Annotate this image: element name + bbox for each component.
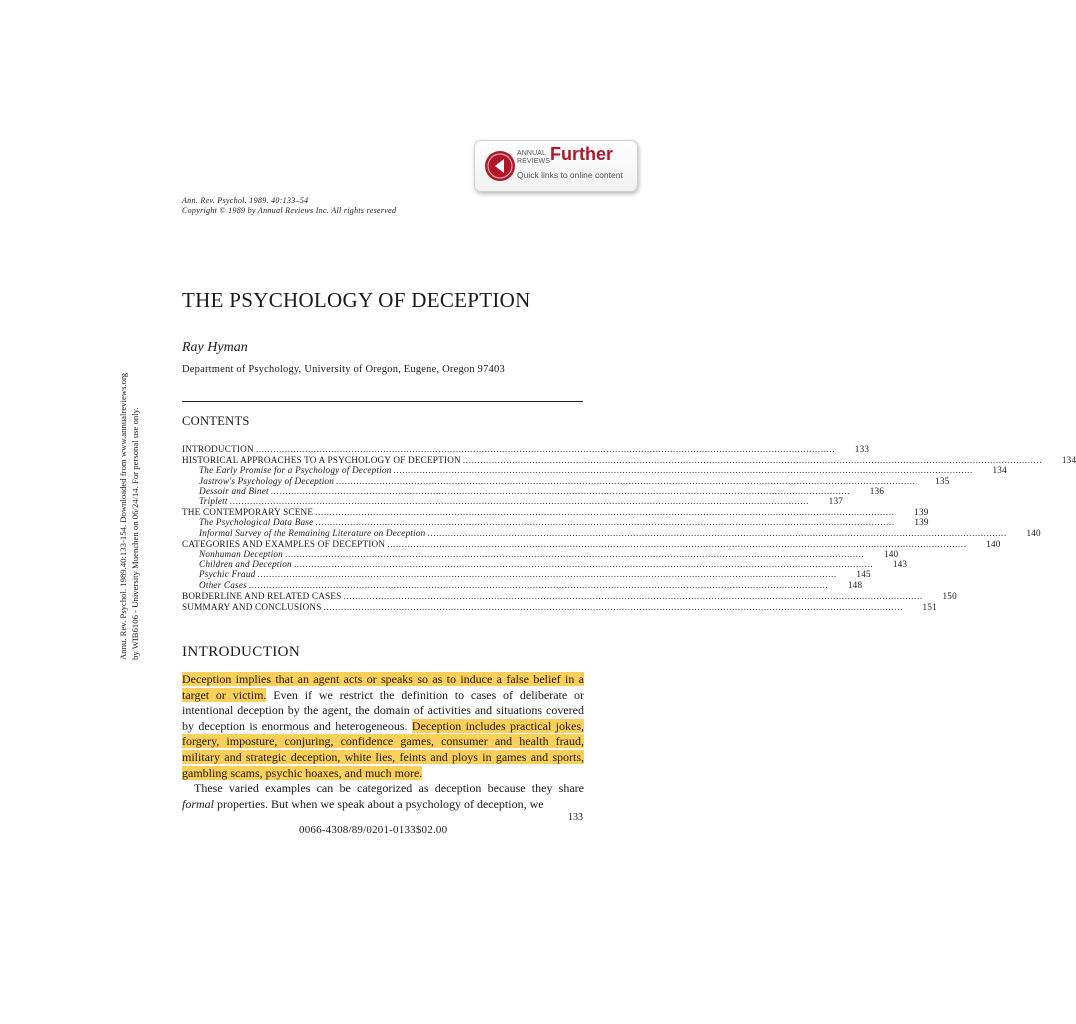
toc-entry-label: Other Cases (199, 579, 247, 590)
toc-entry-page: 134 (1061, 455, 1076, 466)
toc-entry-label: Psychic Fraud (199, 569, 256, 580)
emphasis-text: formal (182, 796, 215, 811)
divider (182, 401, 583, 402)
toc-entry (182, 475, 950, 486)
article-title: THE PSYCHOLOGY OF DECEPTION (182, 288, 531, 312)
annual-reviews-further-badge[interactable] (474, 140, 638, 192)
toc-leader-dots: ........................................................................................................................................................................................................ (336, 475, 916, 486)
toc-entry-label: The Psychological Data Base (199, 517, 314, 528)
toc-leader-dots: ........................................................................................................................................................................................................ (387, 538, 967, 549)
body-text-span: properties. But when we speak about a psychology of deception, we (214, 796, 544, 811)
toc-entry-page: 143 (892, 559, 908, 570)
toc-entry (182, 602, 937, 613)
section-heading: INTRODUCTION (182, 644, 301, 660)
toc-entry-page: 137 (828, 496, 844, 507)
toc-entry-label: SUMMARY AND CONCLUSIONS (182, 602, 322, 613)
toc-entry-label: HISTORICAL APPROACHES TO A PSYCHOLOGY OF DECEPTION (182, 455, 461, 466)
toc-entry (182, 538, 1001, 549)
download-notice-line: Annu. Rev. Psychol. 1989.40:133-154. Downloaded from www.annualreviews.org (118, 372, 128, 660)
toc-entry (182, 517, 929, 528)
toc-entry-label: Dessoir and Binet (199, 485, 269, 496)
toc-entry-page: 150 (942, 590, 957, 601)
toc-leader-dots: ........................................................................................................................................................................................................ (257, 569, 837, 580)
download-notice (118, 373, 141, 660)
toc-entry-page: 151 (922, 602, 937, 613)
toc-entry-page: 133 (854, 444, 870, 454)
toc-entry-label: Children and Deception (199, 559, 292, 570)
toc-leader-dots: ........................................................................................................................................................................................................ (229, 496, 810, 507)
toc-entry-page: 139 (914, 517, 929, 528)
toc-entry-label: INTRODUCTION (182, 444, 254, 454)
toc-leader-dots: ........................................................................................................................................................................................................ (315, 507, 895, 518)
toc-entry-page: 145 (856, 569, 871, 580)
toc-entry-page: 135 (935, 475, 950, 486)
toc-leader-dots: ........................................................................................................................................................................................................ (315, 517, 895, 528)
article-code: 0066-4308/89/0201-0133$02.00 (299, 824, 448, 836)
toc-entry-label: CATEGORIES AND EXAMPLES OF DECEPTION (182, 538, 386, 549)
toc-entry-page: 134 (992, 465, 1007, 476)
copyright-line: Copyright © 1989 by Annual Reviews Inc. All rights reserved (182, 206, 397, 215)
toc-entry (182, 579, 863, 590)
toc-entry (182, 485, 885, 496)
toc-leader-dots: ........................................................................................................................................................................................................ (427, 527, 1007, 538)
toc-entry (182, 465, 1007, 476)
contents-heading: CONTENTS (182, 414, 250, 428)
toc-entry-page: 148 (847, 579, 863, 590)
toc-entry-label: Triplett (199, 496, 228, 507)
play-arrow-icon (484, 150, 516, 182)
body-text (182, 672, 584, 812)
highlighted-text: Deception implies that an agent acts or speaks so as to induce a false belief in a target or victim. (182, 672, 584, 702)
toc-leader-dots: ........................................................................................................................................................................................................ (293, 559, 874, 570)
toc-leader-dots: ........................................................................................................................................................................................................ (255, 444, 836, 454)
paragraph (182, 672, 584, 781)
badge-brand: ANNUAL REVIEWS (517, 150, 550, 165)
download-notice-line: by WIB6106 - University Muenchen on 06/24/14. For personal use only. (129, 407, 140, 660)
toc-entry-page: 140 (883, 549, 899, 560)
toc-leader-dots: ........................................................................................................................................................................................................ (270, 485, 851, 496)
toc-entry (182, 559, 908, 570)
toc-entry (182, 527, 1041, 538)
toc-entry-label: THE CONTEMPORARY SCENE (182, 507, 314, 518)
table-of-contents (182, 444, 1076, 613)
toc-entry (182, 496, 844, 507)
toc-entry-label: Nonhuman Deception (199, 549, 283, 560)
toc-entry (182, 507, 929, 518)
toc-entry-page: 140 (986, 538, 1001, 549)
badge-subtitle: Quick links to online content (517, 170, 623, 180)
body-text-span: These varied examples can be categorized as deception because they share (194, 781, 584, 796)
citation-line: Ann. Rev. Psychol. 1989. 40:133–54 (182, 196, 309, 205)
toc-entry-page: 139 (914, 507, 929, 518)
paragraph (182, 781, 584, 812)
body-text-span: Even if we restrict the definition to cases of deliberate or intentional deception by the agent, the domain of activities and situations covered by deception is enormous and heterogeneous. (182, 687, 584, 733)
toc-entry-label: Informal Survey of the Remaining Literature on Deception (199, 527, 426, 538)
toc-entry (182, 455, 1076, 466)
toc-leader-dots: ........................................................................................................................................................................................................ (248, 579, 829, 590)
toc-entry (182, 590, 957, 601)
author-affiliation: Department of Psychology, University of Oregon, Eugene, Oregon 97403 (182, 364, 505, 375)
toc-leader-dots: ........................................................................................................................................................................................................ (284, 549, 865, 560)
author-name: Ray Hyman (182, 340, 248, 355)
badge-title: Further (550, 144, 613, 164)
toc-leader-dots: ........................................................................................................................................................................................................ (462, 455, 1043, 466)
toc-entry-label: The Early Promise for a Psychology of Deception (199, 465, 392, 476)
toc-entry (182, 444, 870, 454)
toc-entry-label: BORDERLINE AND RELATED CASES (182, 590, 342, 601)
toc-entry-page: 140 (1026, 527, 1041, 538)
toc-leader-dots: ........................................................................................................................................................................................................ (393, 465, 973, 476)
toc-entry-page: 136 (869, 485, 885, 496)
toc-entry (182, 549, 899, 560)
toc-leader-dots: ........................................................................................................................................................................................................ (323, 602, 903, 613)
page-number: 133 (568, 812, 583, 823)
highlighted-text: Deception includes practical jokes, forgery, imposture, conjuring, confidence games, consumer and health fraud, military and strategic deception, white lies, feints and ploys in games and sports, gambling scams, psychic hoaxes, and much more. (182, 718, 585, 780)
toc-entry-label: Jastrow's Psychology of Deception (199, 475, 335, 486)
toc-leader-dots: ........................................................................................................................................................................................................ (343, 590, 923, 601)
toc-entry (182, 569, 871, 580)
